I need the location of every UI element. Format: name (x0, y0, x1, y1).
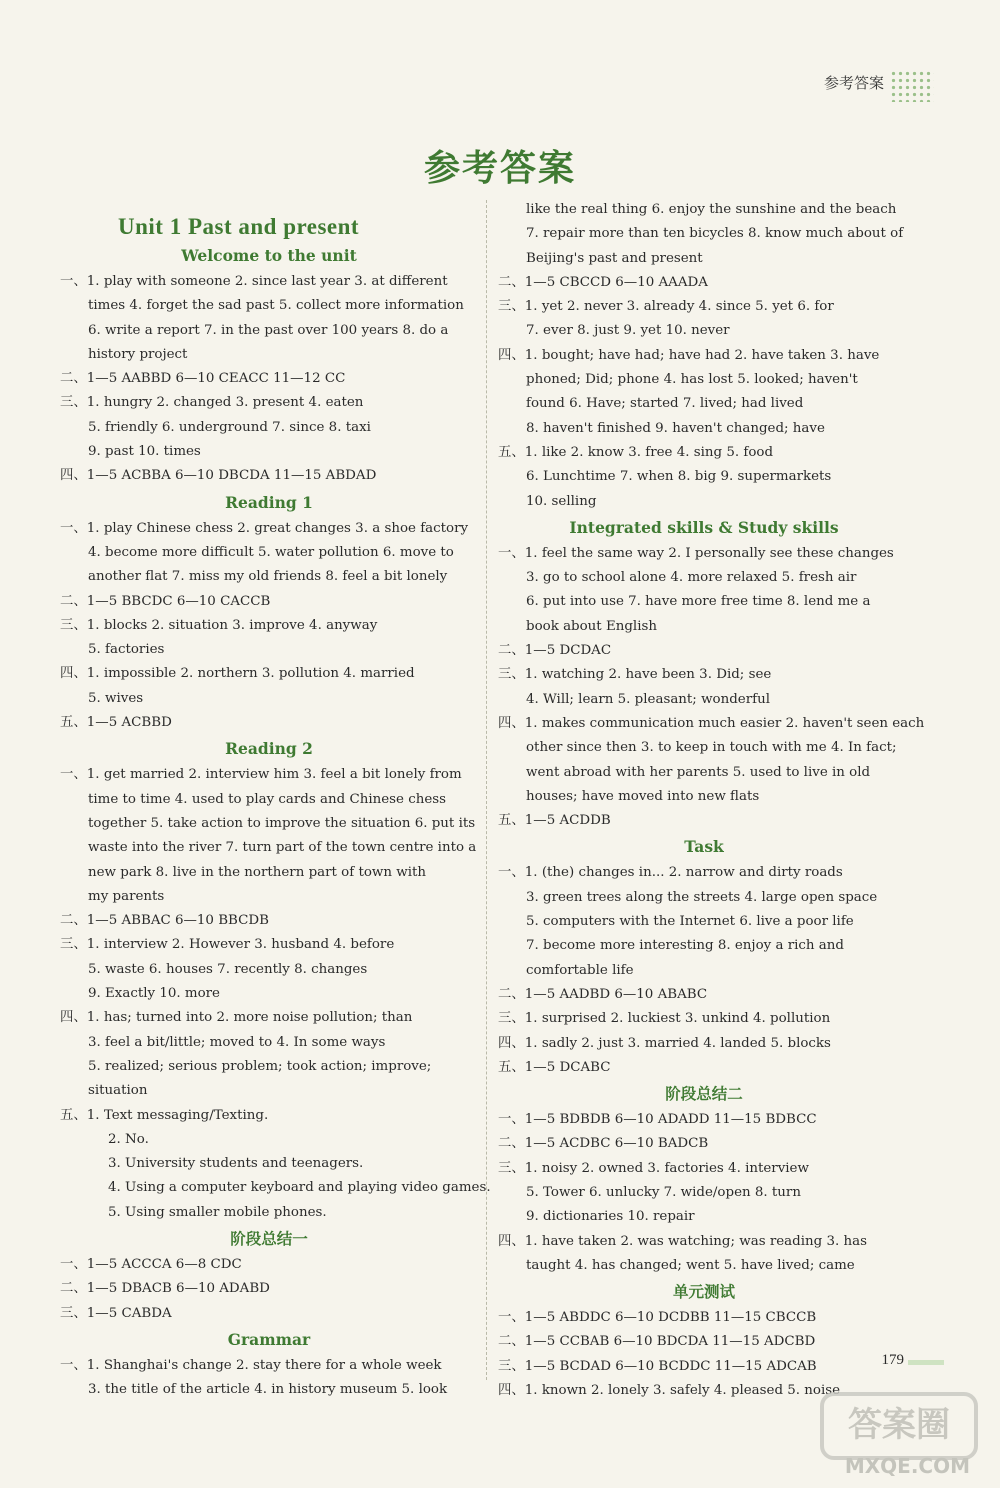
answer-line-continued: 3. feel a bit/little; moved to 4. In some ways (88, 1034, 386, 1050)
watermark-url: MXQE.COM (844, 1454, 970, 1478)
answer-line-continued: went abroad with her parents 5. used to live in old (526, 764, 871, 780)
answer-line-continued: 5. Using smaller mobile phones. (108, 1204, 327, 1220)
section-heading: Task (684, 837, 724, 857)
answer-line: 五、1. like 2. know 3. free 4. sing 5. food (498, 444, 774, 460)
answer-line: 一、1. feel the same way 2. I personally see these changes (498, 545, 894, 561)
answer-line: 一、1. Shanghai's change 2. stay there for a whole week (60, 1357, 442, 1373)
answer-line: 三、1. yet 2. never 3. already 4. since 5. yet 6. for (498, 299, 834, 315)
page-number-bar (908, 1360, 944, 1365)
answer-line: 四、1. impossible 2. northern 3. pollution 4. married (60, 666, 415, 682)
left-column (60, 198, 491, 1402)
answer-line: 一、1—5 ABDDC 6—10 DCDBB 11—15 CBCCB (498, 1310, 817, 1326)
answer-line: 五、1—5 DCABC (498, 1059, 611, 1075)
page-number: 179 (881, 1352, 904, 1368)
answer-line: 三、1. noisy 2. owned 3. factories 4. interview (498, 1160, 809, 1176)
answer-line-continued: 3. green trees along the streets 4. large open space (526, 889, 878, 905)
answer-line: 二、1—5 ACDBC 6—10 BADCB (498, 1136, 709, 1152)
answer-line-continued: other since then 3. to keep in touch with me 4. In fact; (526, 740, 897, 756)
header-tag: 参考答案 (823, 74, 884, 92)
answer-line-continued: times 4. forget the sad past 5. collect more information (88, 298, 464, 314)
section-heading: Grammar (227, 1329, 311, 1349)
answer-line-continued: time to time 4. used to play cards and Chinese chess (88, 791, 446, 807)
answer-line-continued: my parents (88, 888, 165, 904)
answer-line-continued: 3. the title of the article 4. in history museum 5. look (88, 1382, 448, 1398)
column-divider (486, 200, 488, 1380)
answer-line-continued: new park 8. live in the northern part of town with (88, 864, 426, 880)
answer-line-continued: 5. wives (88, 690, 144, 706)
answer-line-continued: waste into the river 7. turn part of the town centre into a (88, 840, 477, 856)
answer-line: 二、1—5 BBCDC 6—10 CACCB (60, 593, 271, 609)
answer-line: 五、1—5 ACBBD (60, 715, 172, 731)
answer-line-continued: 9. past 10. times (88, 444, 201, 460)
answer-line-continued: 5. friendly 6. underground 7. since 8. taxi (88, 419, 371, 435)
answer-line-continued: situation (88, 1083, 148, 1099)
answer-line: 三、1. hungry 2. changed 3. present 4. eaten (60, 395, 364, 411)
answer-line: 一、1. play with someone 2. since last year 3. at different (60, 274, 448, 289)
answer-line-continued: 3. University students and teenagers. (108, 1156, 364, 1172)
answer-line-continued: taught 4. has changed; went 5. have lived; came (526, 1257, 855, 1273)
answer-line: 三、1. watching 2. have been 3. Did; see (498, 667, 772, 683)
section-heading: Reading 2 (225, 739, 313, 759)
answer-line: 一、1—5 ACCCA 6—8 CDC (60, 1256, 242, 1272)
answer-line-continued: 7. become more interesting 8. enjoy a rich and (526, 938, 844, 954)
answer-line-continued: Beijing's past and present (526, 250, 703, 266)
answer-line-continued: 5. waste 6. houses 7. recently 8. changes (88, 961, 368, 977)
answer-line: 五、1. Text messaging/Texting. (60, 1107, 269, 1123)
answer-line: 四、1. makes communication much easier 2. haven't seen each (498, 715, 925, 731)
answer-line: 三、1. surprised 2. luckiest 3. unkind 4. pollution (498, 1011, 831, 1027)
section-heading: Integrated skills & Study skills (569, 517, 839, 537)
answer-line: 二、1—5 DBACB 6—10 ADABD (60, 1281, 270, 1297)
answer-line: 一、1. get married 2. interview him 3. feel a bit lonely from (60, 767, 462, 783)
answer-line: 四、1. has; turned into 2. more noise pollution; than (60, 1010, 413, 1026)
watermark-logo: 答案圈 (820, 1392, 978, 1460)
answer-line-continued: 4. Will; learn 5. pleasant; wonderful (526, 691, 770, 707)
answer-line-continued: 5. Tower 6. unlucky 7. wide/open 8. turn (526, 1184, 801, 1200)
right-column (498, 198, 925, 1403)
answer-line: 四、1. sadly 2. just 3. married 4. landed 5. blocks (498, 1035, 831, 1051)
answer-line-continued: houses; have moved into new flats (526, 788, 760, 804)
answer-line: 三、1. interview 2. However 3. husband 4. before (60, 937, 395, 953)
answer-line: 二、1—5 CCBAB 6—10 BDCDA 11—15 ADCBD (498, 1334, 816, 1350)
answer-line-continued: phoned; Did; phone 4. has lost 5. looked; haven't (526, 372, 858, 388)
answer-line-continued: 9. Exactly 10. more (88, 986, 220, 1002)
answer-line-continued: like the real thing 6. enjoy the sunshine and the beach (526, 202, 897, 217)
answer-line: 五、1—5 ACDDB (498, 813, 611, 829)
answer-line: 二、1—5 DCDAC (498, 643, 612, 659)
answer-line: 二、1—5 AABBD 6—10 CEACC 11—12 CC (60, 371, 346, 387)
answer-line-continued: 5. realized; serious problem; took action; improve; (88, 1058, 432, 1074)
answer-line: 四、1. bought; have had; have had 2. have taken 3. have (498, 347, 880, 363)
answer-line: 三、1. blocks 2. situation 3. improve 4. anyway (60, 617, 378, 633)
section-heading: 阶段总结二 (665, 1084, 743, 1104)
answer-line: 四、1. have taken 2. was watching; was reading 3. has (498, 1233, 867, 1249)
answer-line-continued: 5. factories (88, 642, 165, 658)
answer-line-continued: 3. go to school alone 4. more relaxed 5. fresh air (526, 570, 857, 586)
answer-line: 一、1. (the) changes in... 2. narrow and dirty roads (498, 865, 843, 881)
answer-line-continued: 7. repair more than ten bicycles 8. know much about of (526, 226, 904, 242)
answer-line-continued: comfortable life (526, 962, 634, 978)
answer-line-continued: 4. Using a computer keyboard and playing video games. (108, 1180, 491, 1196)
unit-title: Unit 1 Past and present (118, 214, 360, 239)
answer-line-continued: 10. selling (526, 493, 597, 509)
answer-line-continued: together 5. take action to improve the situation 6. put its (88, 815, 476, 831)
answer-line-continued: 6. Lunchtime 7. when 8. big 9. supermarkets (526, 469, 832, 485)
answer-line-continued: 6. put into use 7. have more free time 8. lend me a (526, 594, 871, 610)
answer-line-continued: 4. become more difficult 5. water pollution 6. move to (88, 544, 454, 560)
answer-line: 三、1—5 CABDA (60, 1305, 172, 1321)
answer-line: 二、1—5 CBCCD 6—10 AAADA (498, 274, 708, 290)
answer-line-continued: 6. write a report 7. in the past over 100 years 8. do a (88, 322, 449, 338)
answer-line-continued: 9. dictionaries 10. repair (526, 1209, 695, 1225)
section-heading: 阶段总结一 (230, 1228, 308, 1248)
answer-line: 四、1. known 2. lonely 3. safely 4. pleased 5. noise (498, 1383, 841, 1399)
answer-line-continued: another flat 7. miss my old friends 8. feel a bit lonely (88, 569, 448, 585)
header-dots-decoration (890, 70, 934, 102)
answer-line-continued: 7. ever 8. just 9. yet 10. never (526, 323, 730, 339)
answer-line: 二、1—5 AADBD 6—10 ABABC (498, 986, 708, 1002)
answer-line-continued: found 6. Have; started 7. lived; had lived (526, 396, 804, 412)
answer-line: 三、1—5 BCDAD 6—10 BCDDC 11—15 ADCAB (498, 1358, 817, 1374)
answer-line-continued: 2. No. (108, 1131, 149, 1147)
section-heading: 单元测试 (672, 1282, 735, 1302)
answer-line-continued: book about English (526, 618, 657, 634)
answer-line-continued: history project (88, 346, 188, 362)
answer-line-continued: 5. computers with the Internet 6. live a poor life (526, 914, 854, 930)
answer-line: 四、1—5 ACBBA 6—10 DBCDA 11—15 ABDAD (60, 468, 377, 484)
answer-line: 二、1—5 ABBAC 6—10 BBCDB (60, 913, 269, 929)
page-title: 参考答案 (423, 148, 576, 189)
section-heading: Reading 1 (225, 492, 313, 512)
section-heading: Welcome to the unit (181, 246, 357, 265)
answer-line-continued: 8. haven't finished 9. haven't changed; have (526, 420, 825, 436)
answer-line: 一、1. play Chinese chess 2. great changes 3. a shoe factory (60, 520, 469, 536)
answer-line: 一、1—5 BDBDB 6—10 ADADD 11—15 BDBCC (498, 1112, 817, 1128)
